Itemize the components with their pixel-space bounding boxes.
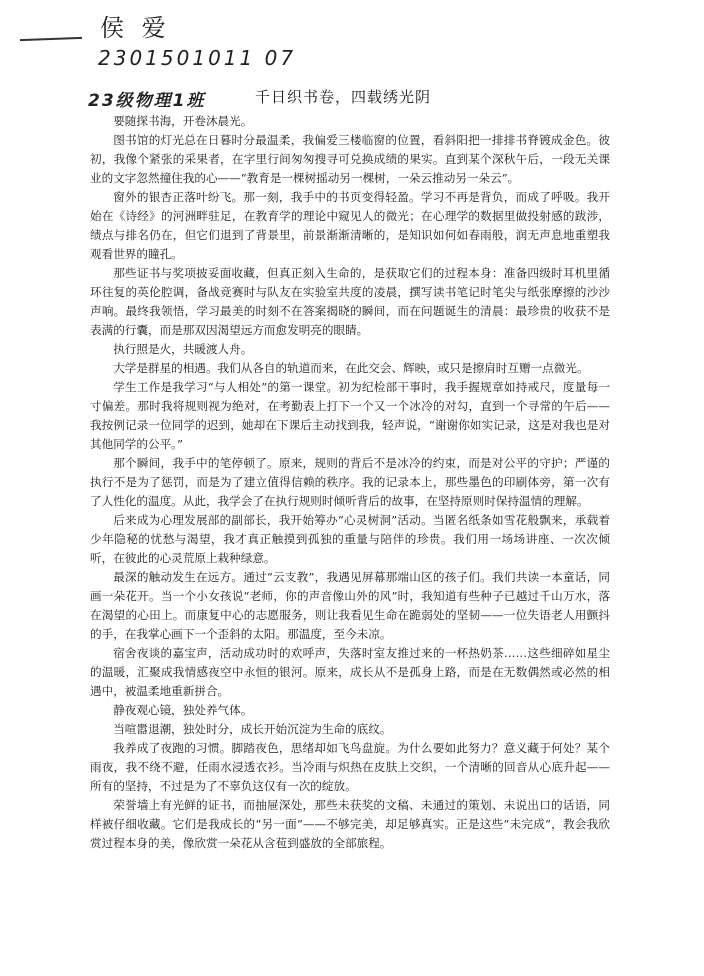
paragraph: 那个瞬间，我手中的笔停顿了。原来，规则的背后不是冰冷的约束，而是对公平的守护；严谨的执行不是为了惩罚，而是为了建立值得信赖的秩序。我的记录本上，那些墨色的印刷体旁，第一次有了人性化的温度。从此，我学会了在执行规则时倾听背后的故事，在坚持原则时保持温情的理解。 [90, 456, 610, 508]
paragraph: 宿舍夜谈的嘉宝声，活动成功时的欢呼声，失落时室友推过来的一杯热奶茶……这些细碎如星尘的温暖，汇聚成我情感夜空中永恒的银河。原来，成长从不是孤身上路，而是在无数偶然或必然的相遇中，被温柔地重新拼合。 [90, 646, 610, 698]
essay-body [90, 112, 610, 853]
author-name: 侯 爱 [100, 14, 171, 42]
essay-title: 千日织书卷，四载绣光阴 [255, 88, 432, 106]
paragraph: 大学是群星的相遇。我们从各自的轨道而来，在此交会、辉映，或只是擦肩时互赠一点微光。 [113, 361, 589, 375]
paragraph: 那些证书与奖项披妥面收藏，但真正刻入生命的，是获取它们的过程本身：准备四级时耳机里循环往复的英伦腔调，备战竞赛时与队友在实验室共度的凌晨，撰写读书笔记时笔尖与纸张摩擦的沙沙声响。最终我领悟，学习最美的时刻不在答案揭晓的瞬间，而在问题诞生的清晨：最珍贵的收获不是表满的行囊，而是那双因渴望远方而愈发明亮的眼睛。 [90, 266, 610, 337]
paragraph: 图书馆的灯光总在日暮时分最温柔，我偏爱三楼临窗的位置，看斜阳把一排排书脊镀成金色。彼初，我像个紧张的采果者，在字里行间匆匆搜寻可兑换成绩的果实。直到某个深秋午后，一段无关课业的文字忽然撞住我的心——“教育是一棵树摇动另一棵树，一朵云推动另一朵云”。 [90, 133, 610, 185]
paragraph: 静夜观心镜，独处养气体。 [113, 703, 253, 717]
paragraph: 最深的触动发生在远方。通过“云支教”，我遇见屏幕那端山区的孩子们。我们共读一本童话，同画一朵花开。当一个小女孩说“老师，你的声音像山外的风”时，我知道有些种子已越过千山万水，落在渴望的心田上。而康复中心的志愿服务，则让我看见生命在跪弱处的坚韧——一位失语老人用颤抖的手，在我掌心画下一个歪斜的太阳。那温度，至今未凉。 [90, 570, 610, 641]
paragraph: 窗外的银杏正落叶纷飞。那一刻，我手中的书页变得轻盈。学习不再是背负，而成了呼吸。我开始在《诗经》的河洲畔驻足，在教育学的理论中窥见人的微光；在心理学的数据里做投射感的跋涉，绩点与排名仍在，但它们退到了背景里，前景渐渐清晰的，是知识如何如春雨般，润无声息地重塑我观看世界的瞳孔。 [90, 190, 610, 261]
margin-dash [20, 37, 82, 41]
paragraph: 学生工作是我学习“与人相处”的第一课堂。初为纪检部干事时，我手握规章如持戒尺，度量每一寸偏差。那时我将规则视为绝对，在考勤表上打下一个又一个冰冷的对勾，直到一个寻常的午后——我按例记录一位同学的迟到，她却在下课后主动找到我，轻声说，“谢谢你如实记录，这是对我也是对其他同学的公平。” [90, 380, 610, 451]
paragraph: 荣誉墙上有光鲜的证书，而抽屉深处，那些未获奖的文稿、未通过的策划、未说出口的话语，同样被仔细收藏。它们是我成长的“另一面”——不够完美，却足够真实。正是这些“未完成”，教会我欣赏过程本身的美，像欣赏一朵花从含苞到盛放的全部旅程。 [90, 798, 610, 850]
paragraph: 执行照是火，共暖渡人舟。 [113, 342, 253, 356]
paragraph: 后来成为心理发展部的副部长，我开始筹办“心灵树洞”活动。当匿名纸条如雪花般飘来，承载着少年隐秘的忧愁与渴望，我才真正触摸到孤独的重量与陪伴的珍贵。我们用一场场讲座、一次次倾听，在彼此的心灵荒原上栽种绿意。 [90, 513, 610, 565]
paragraph: 要随探书海，开卷沐晨光。 [113, 114, 253, 128]
student-id: 2301501011 07 [98, 46, 297, 70]
paragraph: 我养成了夜跑的习惯。脚踏夜色，思绪却如飞鸟盘旋。为什么要如此努力？意义藏于何处？某个雨夜，我不绕不避，任雨水浸透衣衫。当冷雨与炽热在皮肤上交织，一个清晰的回音从心底升起——所有的坚持，不过是为了不辜负这仅有一次的绽放。 [90, 741, 610, 793]
class-label: 23级物理1班 [88, 91, 206, 111]
paragraph: 当喧嚣退潮，独处时分，成长开始沉淀为生命的底纹。 [113, 722, 392, 736]
